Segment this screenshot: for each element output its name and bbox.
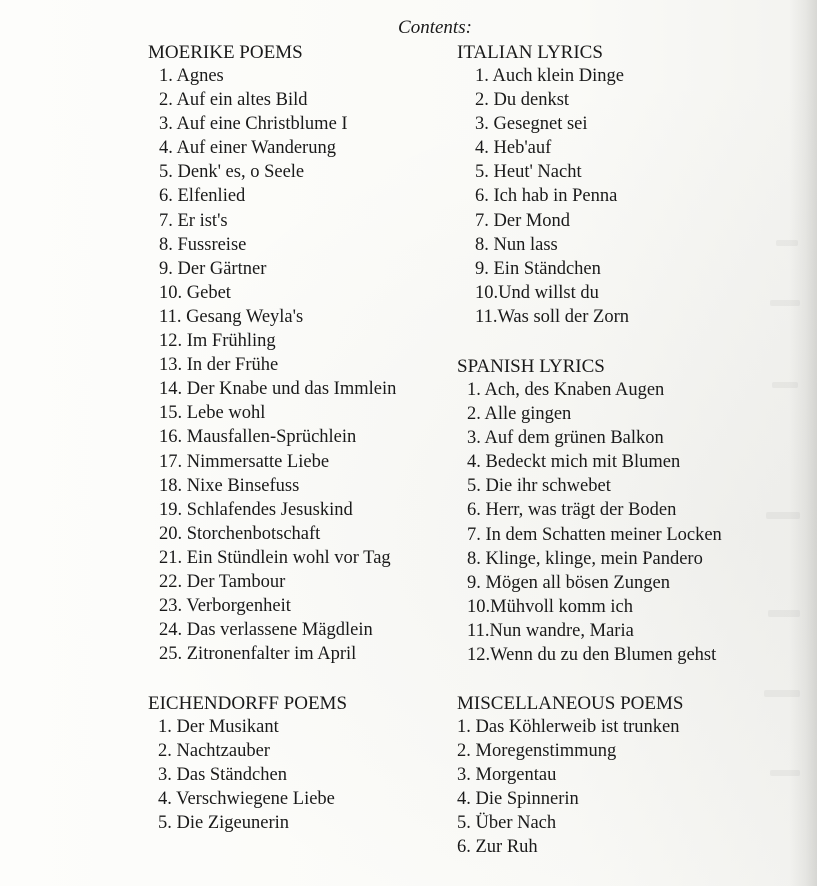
poem-entry: 18. Nixe Binsefuss	[159, 475, 300, 496]
poem-entry: 4. Auf einer Wanderung	[159, 138, 336, 159]
poem-entry: 25. Zitronenfalter im April	[159, 644, 357, 665]
bleed-through-mark	[770, 770, 800, 776]
poem-entry: 3. Auf eine Christblume I	[159, 114, 348, 135]
poem-entry: 17. Nimmersatte Liebe	[159, 451, 330, 472]
poem-entry: 3. Auf dem grünen Balkon	[467, 428, 664, 449]
poem-entry: 11.Nun wandre, Maria	[467, 620, 634, 641]
bleed-through-mark	[776, 240, 798, 246]
poem-entry: 1. Das Köhlerweib ist trunken	[457, 717, 680, 737]
poem-list	[159, 64, 396, 666]
poem-entry: 3. Morgentau	[457, 765, 557, 786]
poem-entry: 11.Was soll der Zorn	[475, 306, 630, 327]
poem-entry: 1. Auch klein Dinge	[475, 66, 625, 86]
poem-entry: 7. Der Mond	[475, 210, 571, 231]
section-eichendorff-poems	[148, 693, 347, 835]
poem-entry: 19. Schlafendes Jesuskind	[159, 499, 353, 520]
poem-entry: 8. Klinge, klinge, mein Pandero	[467, 548, 703, 569]
poem-entry: 2. Moregenstimmung	[457, 741, 617, 762]
poem-entry: 20. Storchenbotschaft	[159, 523, 321, 544]
section-heading: MOERIKE POEMS	[148, 42, 303, 63]
poem-entry: 8. Nun lass	[475, 234, 558, 255]
poem-entry: 12. Im Frühling	[159, 331, 276, 352]
poem-entry: 22. Der Tambour	[159, 571, 286, 592]
poem-entry: 4. Bedeckt mich mit Blumen	[467, 452, 681, 473]
poem-entry: 3. Gesegnet sei	[475, 114, 588, 135]
poem-entry: 6. Ich hab in Penna	[475, 186, 618, 207]
poem-entry: 2. Du denkst	[475, 90, 570, 111]
poem-entry: 6. Elfenlied	[159, 186, 246, 207]
poem-entry: 11. Gesang Weyla's	[159, 306, 304, 327]
section-miscellaneous-poems	[457, 693, 683, 860]
bleed-through-mark	[768, 610, 800, 617]
poem-entry: 2. Alle gingen	[467, 404, 572, 425]
poem-entry: 9. Mögen all bösen Zungen	[467, 572, 670, 593]
poem-entry: 8. Fussreise	[159, 234, 247, 255]
poem-entry: 10. Gebet	[159, 282, 231, 303]
poem-entry: 24. Das verlassene Mägdlein	[159, 620, 373, 641]
poem-entry: 5. Die ihr schwebet	[467, 476, 611, 497]
section-heading: MISCELLANEOUS POEMS	[457, 693, 684, 714]
poem-entry: 4. Die Spinnerin	[457, 789, 579, 810]
poem-entry: 4. Verschwiegene Liebe	[158, 789, 335, 810]
poem-entry: 10.Und willst du	[475, 282, 599, 303]
poem-entry: 10.Mühvoll komm ich	[467, 596, 633, 617]
poem-entry: 7. In dem Schatten meiner Locken	[467, 524, 722, 545]
poem-entry: 14. Der Knabe und das Immlein	[159, 379, 397, 400]
poem-entry: 3. Das Ständchen	[158, 765, 287, 786]
bleed-through-mark	[772, 382, 798, 388]
poem-entry: 15. Lebe wohl	[159, 403, 266, 424]
poem-entry: 5. Über Nach	[457, 813, 557, 834]
poem-entry: 2. Auf ein altes Bild	[159, 90, 308, 111]
section-spanish-lyrics	[457, 356, 722, 667]
bleed-through-mark	[770, 300, 800, 306]
poem-entry: 6. Herr, was trägt der Boden	[467, 500, 677, 521]
bleed-through-mark	[764, 690, 800, 697]
section-italian-lyrics	[457, 42, 629, 329]
poem-entry: 16. Mausfallen-Sprüchlein	[159, 427, 357, 448]
poem-entry: 5. Denk' es, o Seele	[159, 162, 305, 183]
poem-entry: 6. Zur Ruh	[457, 837, 538, 858]
poem-entry: 12.Wenn du zu den Blumen gehst	[467, 645, 717, 666]
poem-entry: 4. Heb'auf	[475, 138, 552, 159]
poem-entry: 21. Ein Stündlein wohl vor Tag	[159, 547, 391, 568]
poem-entry: 2. Nachtzauber	[158, 741, 270, 762]
poem-list	[158, 715, 347, 835]
contents-title: Contents:	[398, 17, 472, 38]
poem-entry: 5. Die Zigeunerin	[158, 813, 289, 834]
poem-entry: 9. Der Gärtner	[159, 258, 267, 279]
section-heading: ITALIAN LYRICS	[457, 42, 603, 63]
poem-list	[467, 378, 722, 667]
poem-entry: 5. Heut' Nacht	[475, 162, 582, 183]
section-heading: SPANISH LYRICS	[457, 356, 605, 377]
poem-entry: 1. Ach, des Knaben Augen	[467, 380, 665, 400]
poem-entry: 7. Er ist's	[159, 210, 228, 231]
poem-entry: 1. Agnes	[159, 66, 224, 86]
section-heading: EICHENDORFF POEMS	[148, 693, 348, 714]
poem-entry: 23. Verborgenheit	[159, 596, 291, 617]
poem-entry: 9. Ein Ständchen	[475, 258, 601, 279]
poem-entry: 1. Der Musikant	[158, 717, 279, 737]
poem-entry: 13. In der Frühe	[159, 355, 279, 376]
bleed-through-mark	[766, 512, 800, 519]
poem-list	[457, 715, 683, 860]
page-edge-shadow	[789, 0, 817, 886]
poem-list	[475, 64, 629, 329]
section-moerike-poems	[148, 42, 396, 666]
